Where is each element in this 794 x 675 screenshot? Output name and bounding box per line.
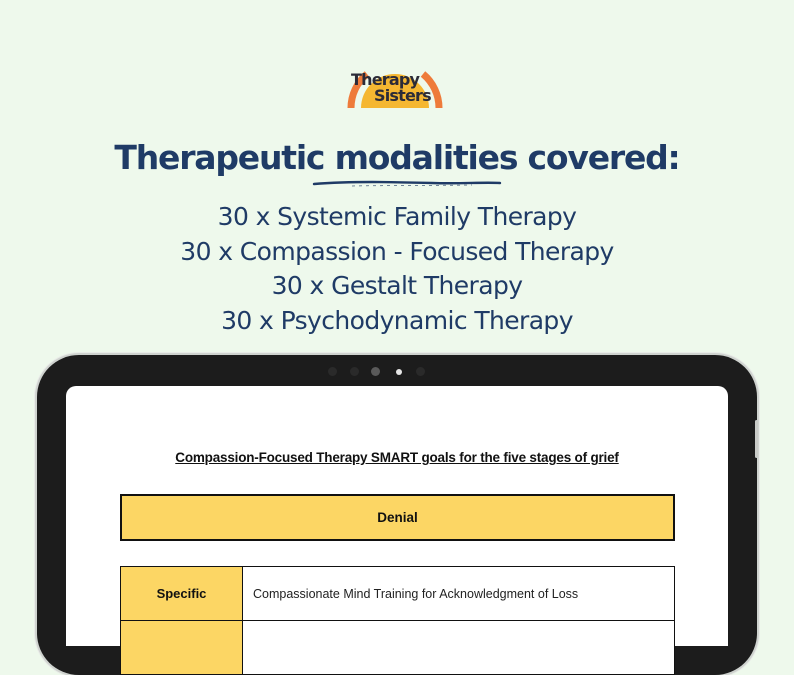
document-title: Compassion-Focused Therapy SMART goals for the five stages of grief [175,450,619,465]
page-indicator-dot[interactable] [416,367,425,376]
row-label [121,621,243,675]
modality-item: 30 x Gestalt Therapy [271,271,523,300]
row-label: Specific [121,567,243,621]
logo-line-1: Therapy [351,70,420,89]
therapy-sisters-logo [347,64,443,110]
modalities-list [0,200,794,338]
modality-item: 30 x Compassion - Focused Therapy [180,236,614,266]
table-row [121,621,675,675]
smart-goals-table [120,566,675,675]
page-indicator-dot[interactable] [328,367,337,376]
page-indicator-dot-active[interactable] [396,369,402,375]
page-headline: Therapeutic modalities covered: [114,138,680,177]
stage-header [120,494,675,541]
tablet-side-button [755,420,758,458]
table-row [121,567,675,621]
logo-line-2: Sisters [374,86,431,105]
camera-lens-icon [371,367,380,376]
page-indicator-dot[interactable] [350,367,359,376]
row-value [243,621,675,675]
logo-wordmark [347,72,443,104]
row-value: Compassionate Mind Training for Acknowledgment of Loss [243,567,675,621]
modality-item: 30 x Psychodynamic Therapy [221,305,573,335]
modality-item: 30 x Systemic Family Therapy [217,202,577,231]
stage-label: Denial [377,510,418,525]
brush-underline-icon [312,178,502,188]
